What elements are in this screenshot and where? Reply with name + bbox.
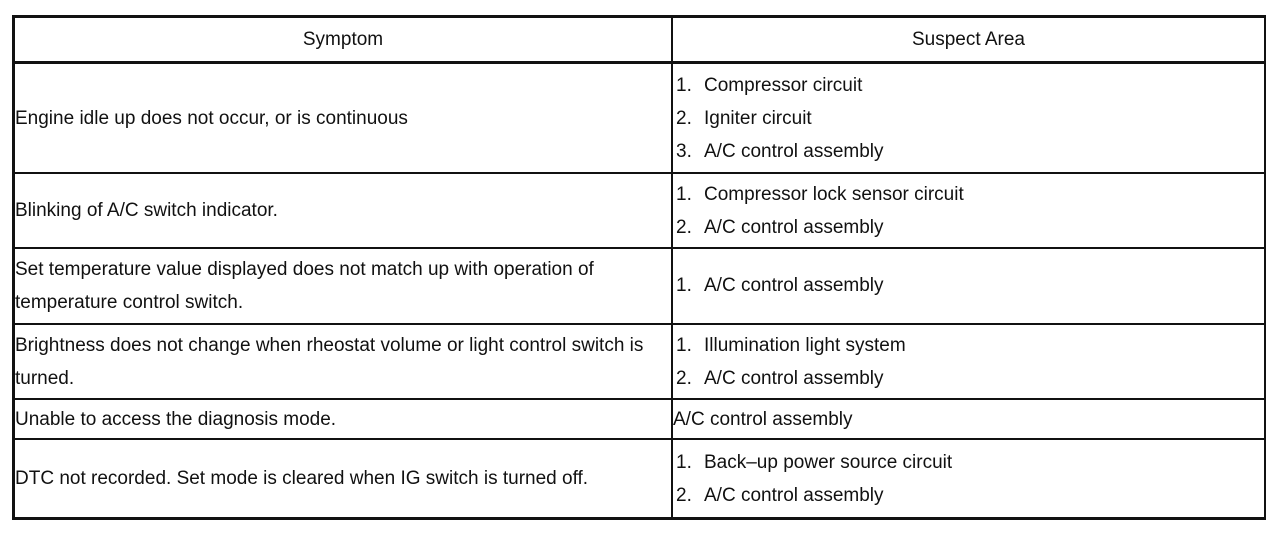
- suspect-item: A/C control assembly: [673, 408, 853, 430]
- suspect-item: 2. A/C control assembly: [676, 216, 884, 238]
- troubleshooting-table-frame: [12, 15, 1266, 520]
- table-header-row: [15, 18, 1264, 63]
- suspect-item: 2. A/C control assembly: [676, 367, 884, 389]
- suspect-item: 1. Compressor lock sensor circuit: [676, 183, 964, 205]
- table-row: [15, 399, 1264, 439]
- symptom-cell: Engine idle up does not occur, or is continuous: [15, 63, 672, 174]
- suspect-area-cell: [672, 324, 1264, 400]
- suspect-area-cell: [672, 439, 1264, 517]
- suspect-item: 1. Illumination light system: [676, 334, 906, 356]
- suspect-item: 1. Compressor circuit: [676, 74, 863, 96]
- suspect-area-column-header: Suspect Area: [672, 18, 1264, 63]
- suspect-area-cell: [672, 173, 1264, 248]
- symptom-cell: Brightness does not change when rheostat volume or light control switch is turned.: [15, 324, 672, 400]
- suspect-area-cell: [672, 248, 1264, 324]
- suspect-item: 3. A/C control assembly: [676, 140, 884, 162]
- symptom-cell: DTC not recorded. Set mode is cleared when IG switch is turned off.: [15, 439, 672, 517]
- table-row: [15, 324, 1264, 400]
- table-row: [15, 248, 1264, 324]
- suspect-item: 1. A/C control assembly: [676, 275, 884, 297]
- suspect-item: 2. Igniter circuit: [676, 107, 812, 129]
- symptom-cell: Blinking of A/C switch indicator.: [15, 173, 672, 248]
- symptom-column-header: Symptom: [15, 18, 672, 63]
- symptom-cell: Unable to access the diagnosis mode.: [15, 399, 672, 439]
- table-row: [15, 63, 1264, 174]
- suspect-area-cell: [672, 399, 1264, 439]
- problem-symptoms-table: [15, 18, 1264, 517]
- table-row: [15, 173, 1264, 248]
- suspect-area-cell: [672, 63, 1264, 174]
- suspect-item: 1. Back–up power source circuit: [676, 451, 953, 473]
- suspect-item: 2. A/C control assembly: [676, 484, 884, 506]
- symptom-cell: Set temperature value displayed does not match up with operation of temperature control switch.: [15, 248, 672, 324]
- table-row: [15, 439, 1264, 517]
